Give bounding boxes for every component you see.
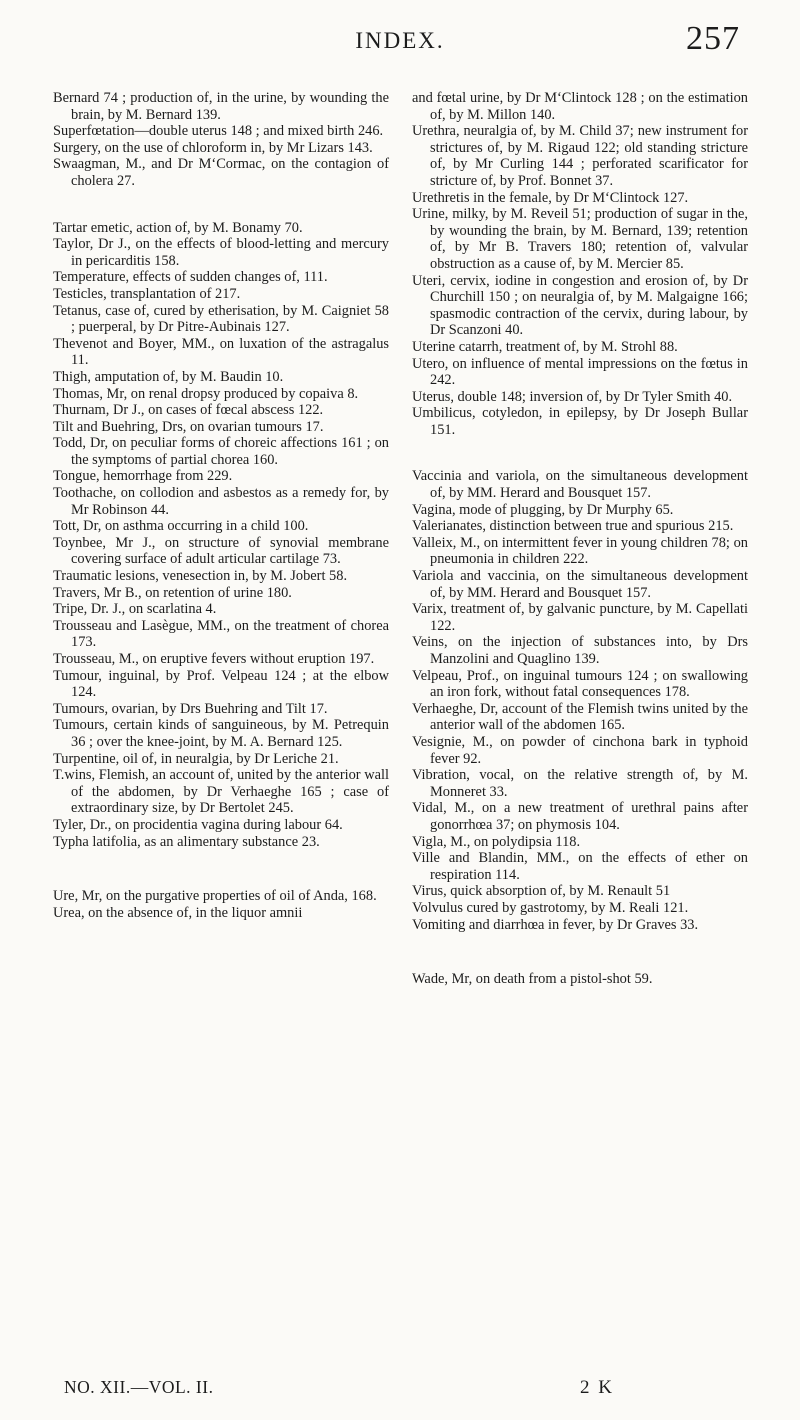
index-entry: Toothache, on collodion and asbestos as a remedy for, by Mr Robinson 44. xyxy=(53,485,389,518)
index-entry: Variola and vaccinia, on the simultaneous development of, by MM. Herard and Bousquet 157. xyxy=(412,568,748,601)
index-entry: Wade, Mr, on death from a pistol-shot 59. xyxy=(412,971,653,988)
index-entry: Trousseau and Lasègue, MM., on the treatment of chorea 173. xyxy=(53,617,389,651)
index-entry: Vidal, M., on a new treatment of urethral pains after gonorrhœa 37; on phymosis 104. xyxy=(412,800,748,833)
index-entry: Ville and Blandin, MM., on the effects of ether on respiration 114. xyxy=(412,850,748,883)
index-entry: Thevenot and Boyer, MM., on luxation of the astragalus 11. xyxy=(53,335,389,369)
entry-group-t xyxy=(53,220,389,851)
index-entry: Velpeau, Prof., on inguinal tumours 124 ; on swallowing an iron fork, without fatal consequences 178. xyxy=(412,667,748,701)
index-entry: Vomiting and diarrhœa in fever, by Dr Graves 33. xyxy=(412,916,699,933)
right-column xyxy=(412,90,748,988)
page-footer xyxy=(0,1377,800,1407)
index-entry: Veins, on the injection of substances into, by Drs Manzolini and Quaglino 139. xyxy=(412,634,748,667)
index-entry: Tumours, certain kinds of sanguineous, by M. Petrequin 36 ; over the knee-joint, by M. A. Bernard 125. xyxy=(53,717,389,750)
index-entry: Uterus, double 148; inversion of, by Dr Tyler Smith 40. xyxy=(412,388,733,405)
index-entry: Tripe, Dr. J., on scarlatina 4. xyxy=(53,601,217,618)
index-entry: Urine, milky, by M. Reveil 51; production of sugar in the, by wounding the brain, by M. Bernard, 139; retention of, by Mr B. Travers 180; retention of, valvular obstruction as a cause of, by M. Mercier 85. xyxy=(412,206,748,272)
index-entry: Uteri, cervix, iodine in congestion and erosion of, by Dr Churchill 150 ; on neuralgia of, by M. Malgaigne 166; spasmodic contraction of the cervix, during labour, by Dr Scanzoni 40. xyxy=(412,272,748,339)
index-entry: Vagina, mode of plugging, by Dr Murphy 65. xyxy=(412,501,674,518)
index-entry: Testicles, transplantation of 217. xyxy=(53,285,241,302)
index-entry: Urethretis in the female, by Dr M‘Clintock 127. xyxy=(412,189,689,206)
index-entry: Tilt and Buehring, Drs, on ovarian tumours 17. xyxy=(53,418,324,435)
index-entry: Taylor, Dr J., on the effects of blood-letting and mercury in pericarditis 158. xyxy=(53,236,389,269)
index-entry: Valleix, M., on intermittent fever in young children 78; on pneumonia in children 222. xyxy=(412,534,748,568)
signature-volume-mark: NO. XII.—VOL. II. xyxy=(64,1377,214,1397)
index-entry: Trousseau, M., on eruptive fevers without eruption 197. xyxy=(53,651,375,667)
index-entry: Ure, Mr, on the purgative properties of oil of Anda, 168. xyxy=(53,888,377,905)
index-entry: Tott, Dr, on asthma occurring in a child 100. xyxy=(53,518,309,535)
index-entry: Varix, treatment of, by galvanic puncture, by M. Capellati 122. xyxy=(412,601,748,634)
index-entry: Tetanus, case of, cured by etherisation, by M. Caigniet 58 ; puerperal, by Dr Pitre-Aubinais 127. xyxy=(53,302,389,336)
page-number: 257 xyxy=(686,20,740,57)
index-entry: Urethra, neuralgia of, by M. Child 37; new instrument for strictures of, by M. Rigaud 122; old standing stricture of, by Mr Curling 144 ; perforated scarificator for stricture of, by Prof. Bonnet 37. xyxy=(412,123,748,189)
index-entry: Vigla, M., on polydipsia 118. xyxy=(412,833,581,850)
index-entry: Thurnam, Dr J., on cases of fœcal abscess 122. xyxy=(53,402,324,419)
index-entry: Virus, quick absorption of, by M. Renault 51 xyxy=(412,883,671,900)
page-header xyxy=(0,20,800,64)
index-entry: Traumatic lesions, venesection in, by M. Jobert 58. xyxy=(53,568,348,585)
left-column xyxy=(53,90,389,921)
group-spacer xyxy=(53,190,389,220)
index-entry: Volvulus cured by gastrotomy, by M. Reali 121. xyxy=(412,899,689,916)
entry-group-u xyxy=(53,888,389,921)
index-entry: and fœtal urine, by Dr M‘Clintock 128 ; on the estimation of, by M. Millon 140. xyxy=(412,90,748,123)
index-entry: Tongue, hemorrhage from 229. xyxy=(53,468,233,485)
group-spacer xyxy=(53,850,389,888)
running-title: INDEX. xyxy=(355,28,445,53)
index-entry: Turpentine, oil of, in neuralgia, by Dr Leriche 21. xyxy=(53,750,339,767)
index-entry: Vibration, vocal, on the relative strength of, by M. Monneret 33. xyxy=(412,767,748,800)
index-entry: Thigh, amputation of, by M. Baudin 10. xyxy=(53,368,284,385)
entry-group-v xyxy=(412,468,748,933)
index-entry: Vesignie, M., on powder of cinchona bark in typhoid fever 92. xyxy=(412,733,748,767)
index-entry: Superfœtation—double uterus 148 ; and mixed birth 246. xyxy=(53,123,384,140)
group-spacer xyxy=(412,438,748,468)
index-entry: Tumours, ovarian, by Drs Buehring and Tilt 17. xyxy=(53,700,328,717)
index-entry: Bernard 74 ; production of, in the urine, by wounding the brain, by M. Bernard 139. xyxy=(53,90,389,123)
index-entry: Swaagman, M., and Dr M‘Cormac, on the contagion of cholera 27. xyxy=(53,156,389,189)
index-entry: Travers, Mr B., on retention of urine 180. xyxy=(53,584,292,601)
index-entry: Tyler, Dr., on procidentia vagina during labour 64. xyxy=(53,816,343,833)
index-entry: Uterine catarrh, treatment of, by M. Strohl 88. xyxy=(412,338,678,355)
index-entry: Utero, on influence of mental impressions on the fœtus in 242. xyxy=(412,355,748,389)
index-entry: Umbilicus, cotyledon, in epilepsy, by Dr Joseph Bullar 151. xyxy=(412,405,748,438)
index-entry: Temperature, effects of sudden changes of, 111. xyxy=(53,269,328,286)
index-entry: Todd, Dr, on peculiar forms of choreic affections 161 ; on the symptoms of partial chorea 160. xyxy=(53,435,389,468)
index-entry: Tumour, inguinal, by Prof. Velpeau 124 ; at the elbow 124. xyxy=(53,667,389,701)
index-entry: Verhaeghe, Dr, account of the Flemish twins united by the anterior wall of the abdomen 165. xyxy=(412,700,748,734)
group-spacer xyxy=(412,933,748,971)
entry-group-s xyxy=(53,90,389,190)
index-entry: Typha latifolia, as an alimentary substance 23. xyxy=(53,833,320,850)
entry-group-w xyxy=(412,971,748,988)
signature-mark: 2 K xyxy=(580,1377,614,1398)
index-entry: Urea, on the absence of, in the liquor amnii xyxy=(53,904,303,921)
index-entry: Valerianates, distinction between true and spurious 215. xyxy=(412,518,734,535)
index-entry: Thomas, Mr, on renal dropsy produced by copaiva 8. xyxy=(53,385,359,402)
index-entry: Surgery, on the use of chloroform in, by Mr Lizars 143. xyxy=(53,139,373,156)
index-entry: Vaccinia and variola, on the simultaneous development of, by MM. Herard and Bousquet 157. xyxy=(412,468,748,502)
index-entry: Toynbee, Mr J., on structure of synovial membrane covering surface of adult articular cartilage 73. xyxy=(53,534,389,568)
index-entry: T.wins, Flemish, an account of, united by the anterior wall of the abdomen, by Dr Verhaeghe 165 ; case of extraordinary size, by Dr Bertolet 245. xyxy=(53,767,389,817)
index-entry: Tartar emetic, action of, by M. Bonamy 70. xyxy=(53,219,303,236)
entry-group-u-cont xyxy=(412,90,748,438)
